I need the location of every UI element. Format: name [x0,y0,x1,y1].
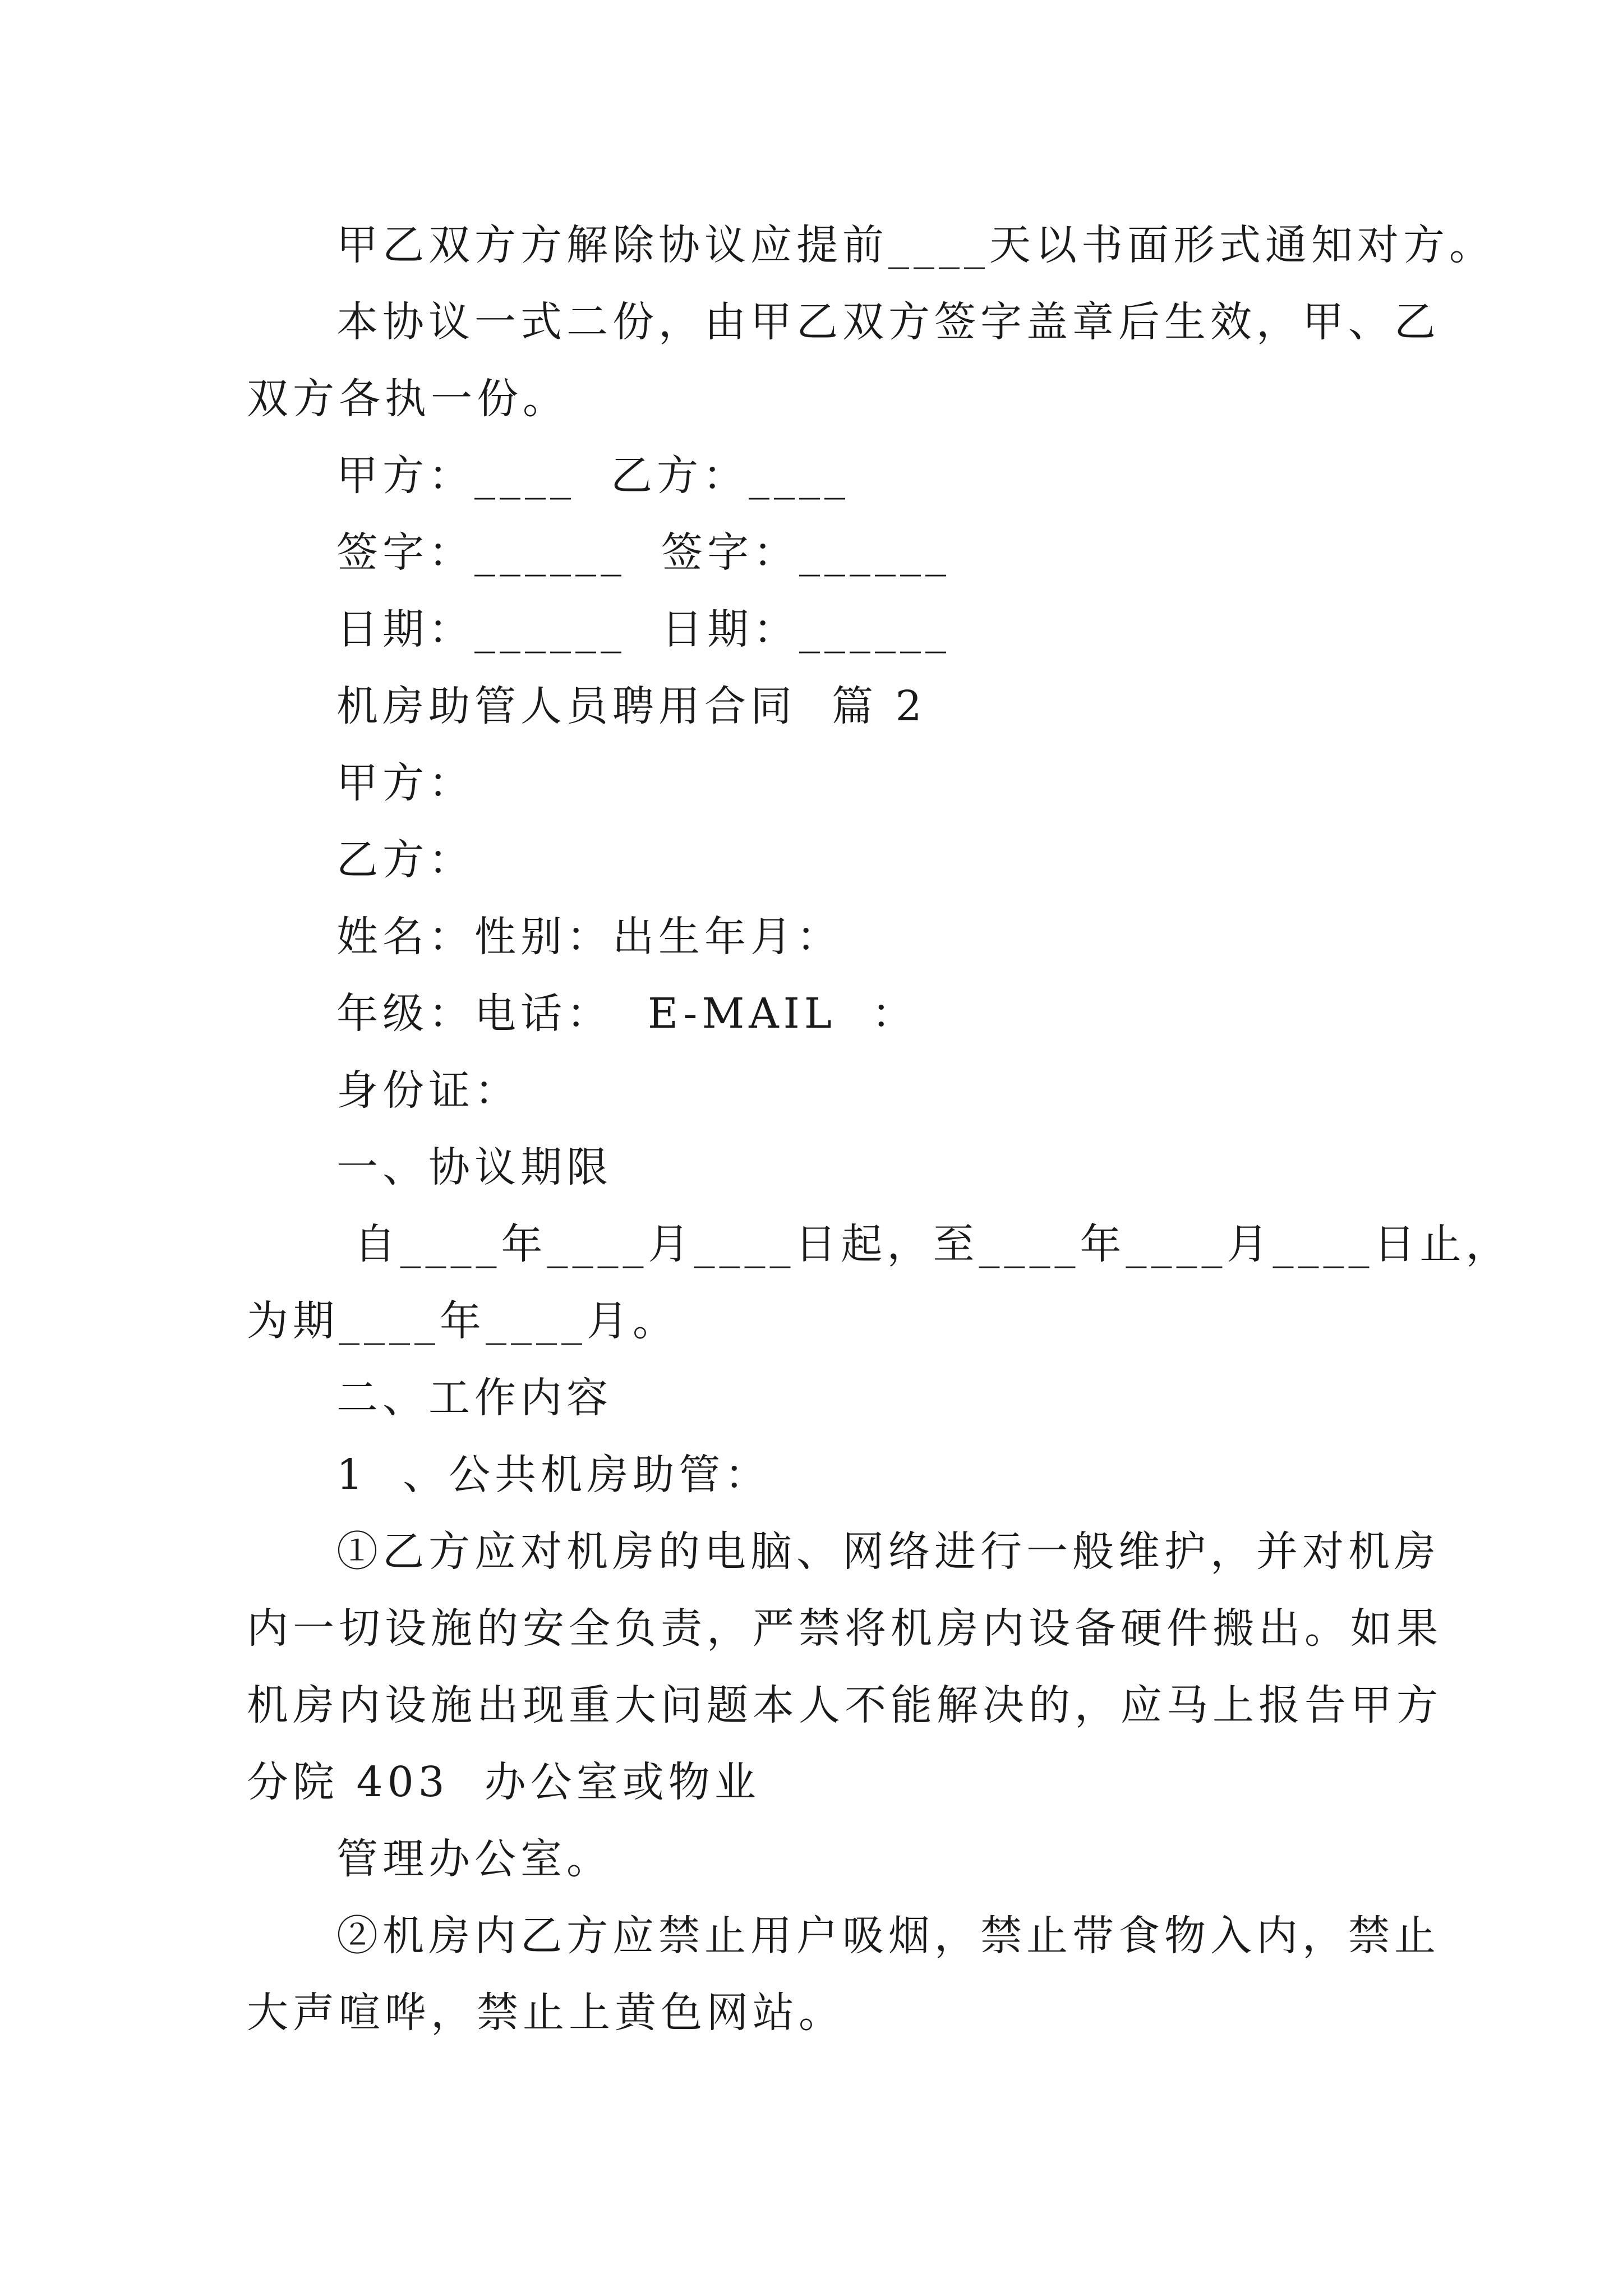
text-line: 本协议一式二份，由甲乙双方签字盖章后生效，甲、乙 [336,298,1440,346]
text-line: 机房内设施出现重大问题本人不能解决的，应马上报告甲方 [247,1681,1442,1729]
text-line: ①乙方应对机房的电脑、网络进行一般维护，并对机房 [336,1527,1440,1576]
heading-work-content: 二、工作内容 [336,1374,612,1422]
party-a-label: 甲方： [336,759,474,807]
text-line: ②机房内乙方应禁止用户吸烟，禁止带食物入内，禁止 [336,1912,1440,1960]
contact-info-line: 年级：电话： E-MAIL ： [336,990,918,1038]
signature-date-line: 日期：______ 日期：______ [336,605,951,654]
text-line: 双方各执一份。 [247,375,569,423]
text-line: 为期____年____月。 [247,1297,679,1345]
section-title: 机房助管人员聘用合同 篇 2 [336,682,926,730]
text-line: 分院 403 办公室或物业 [247,1758,760,1806]
text-line: 自____年____月____日起，至____年____月____日止， [336,1220,1512,1268]
text-line: 内一切设施的安全负责，严禁将机房内设备硬件搬出。如果 [247,1604,1442,1653]
personal-info-line: 姓名：性别：出生年月： [336,913,842,961]
signature-party-line: 甲方：____ 乙方：____ [336,452,850,500]
party-b-label: 乙方： [336,836,474,884]
text-line: 甲乙双方方解除协议应提前____天以书面形式通知对方。 [336,221,1495,269]
signature-sign-line: 签字：______ 签字：______ [336,528,951,577]
text-line: 管理办公室。 [336,1835,612,1883]
heading-agreement-term: 一、协议期限 [336,1143,612,1191]
subheading-public-lab: 1 、公共机房助管： [336,1451,771,1499]
id-card-line: 身份证： [336,1066,520,1115]
text-line: 大声喧哗，禁止上黄色网站。 [247,1989,845,2037]
